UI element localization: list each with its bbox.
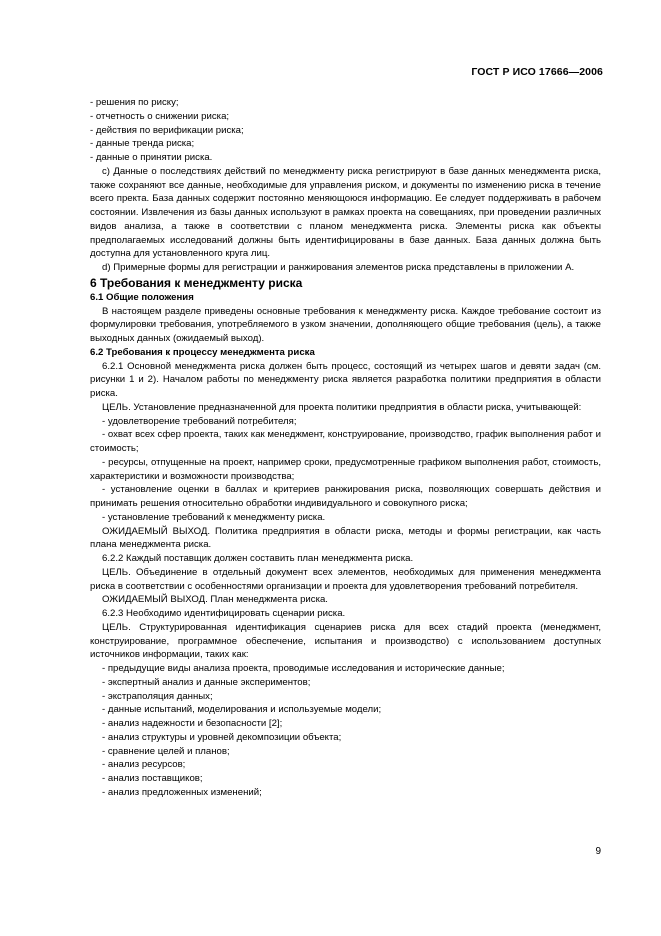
text-paragraph: - анализ поставщиков;	[102, 773, 203, 784]
text-paragraph: - данные тренда риска;	[90, 138, 195, 150]
text-paragraph: - установление требований к менеджменту риска.	[102, 511, 326, 523]
text-paragraph: - предыдущие виды анализа проекта, проводимые исследования и исторические данные;	[102, 663, 505, 674]
text-paragraph: 6.2.1 Основной менеджмента риска должен быть процесс, состоящий из четырех шагов и девяти задач (см. рисунки 1 и 2). Началом работы по менеджменту риска является разработка политики предприятия в области риска.	[90, 360, 601, 399]
text-paragraph: ЦЕЛЬ. Установление предназначенной для проекта политики предприятия в области риска, учитывающей:	[102, 401, 582, 413]
section-heading: 6 Требования к менеджменту риска	[90, 275, 303, 290]
text-paragraph: ОЖИДАЕМЫЙ ВЫХОД. Политика предприятия в области риска, методы и формы регистрации, как часть плана менеджмента риска.	[90, 525, 601, 551]
text-paragraph: - решения по риску;	[90, 97, 179, 108]
text-paragraph: - экспертный анализ и данные экспериментов;	[102, 676, 311, 688]
text-paragraph: ОЖИДАЕМЫЙ ВЫХОД. План менеджмента риска.	[102, 594, 328, 606]
page-number: 9	[595, 846, 601, 857]
text-paragraph: - анализ надежности и безопасности [2];	[102, 718, 283, 729]
text-paragraph: - ресурсы, отпущенные на проект, например сроки, предусмотренные графиком выполнения работ, стоимость, характеристики и возможности производства;	[90, 456, 601, 482]
document-code-header: ГОСТ Р ИСО 17666—2006	[471, 66, 603, 78]
text-paragraph: ЦЕЛЬ. Объединение в отдельный документ всех элементов, необходимых для применения менеджмента риска в соответствии с особенностями организации и проекта для удовлетворения требований потребителя.	[90, 566, 601, 592]
text-paragraph: - данные о принятии риска.	[90, 152, 213, 163]
subsection-heading: 6.1 Общие положения	[90, 291, 194, 303]
text-paragraph: - охват всех сфер проекта, таких как менеджмент, конструирование, производство, график выполнения работ и стоимость;	[90, 429, 601, 454]
document-body	[90, 96, 601, 800]
text-paragraph: - анализ предложенных изменений;	[102, 786, 262, 798]
text-paragraph: - действия по верификации риска;	[90, 124, 244, 136]
text-paragraph: c) Данные о последствиях действий по менеджменту риска регистрируют в базе данных менеджмента риска, также сохраняют все данные, необходимые для управления риском, и документы по изменению риска в течение всего пректа. База данных содержит постоянно меняющоюся информацию. Ее следует поддерживать в рабочем состоянии. Извлечения из базы данных используют в рамках проекта на совещаниях, при проведении различных видов анализа, а также в соответствии с планом менеджмента риска. Элементы риска как объекты предполагаемых исследований должны быть идентифицированы в базе данных. База данных должна быть доступна для установленного круга лиц.	[90, 165, 601, 260]
subsection-heading: 6.2 Требования к процессу менеджмента риска	[90, 346, 315, 358]
text-paragraph: 6.2.3 Необходимо идентифицировать сценарии риска.	[102, 608, 346, 619]
text-paragraph: В настоящем разделе приведены основные требования к менеджменту риска. Каждое требование состоит из формулировки требования, употребляемого в узком значении, дополняющего общие требования (цель), а также выходных данных (ожидаемый выход).	[90, 305, 601, 344]
text-paragraph: - анализ структуры и уровней декомпозиции объекта;	[102, 731, 342, 743]
text-paragraph: 6.2.2 Каждый поставщик должен составить план менеджмента риска.	[102, 553, 414, 564]
text-paragraph: - анализ ресурсов;	[102, 759, 186, 771]
text-paragraph: - отчетность о снижении риска;	[90, 110, 230, 122]
text-paragraph: ЦЕЛЬ. Структурированная идентификация сценариев риска для всех стадий проекта (менеджмент, конструирование, программное обеспечение, испытания и производство) с использованием доступных источников информации, таких как:	[90, 621, 601, 661]
text-paragraph: - установление оценки в баллах и критериев ранжирования риска, позволяющих совершать действия и принимать решения относительно обработки индивидуального и совокупного риска;	[90, 484, 601, 509]
text-paragraph: - экстраполяция данных;	[102, 690, 213, 702]
text-paragraph: - удовлетворение требований потребителя;	[102, 415, 297, 427]
text-paragraph: - сравнение целей и планов;	[102, 745, 230, 757]
text-paragraph: d) Примерные формы для регистрации и ранжирования элементов риска представлены в приложении А.	[102, 262, 575, 273]
text-paragraph: - данные испытаний, моделирования и используемые модели;	[102, 704, 382, 716]
